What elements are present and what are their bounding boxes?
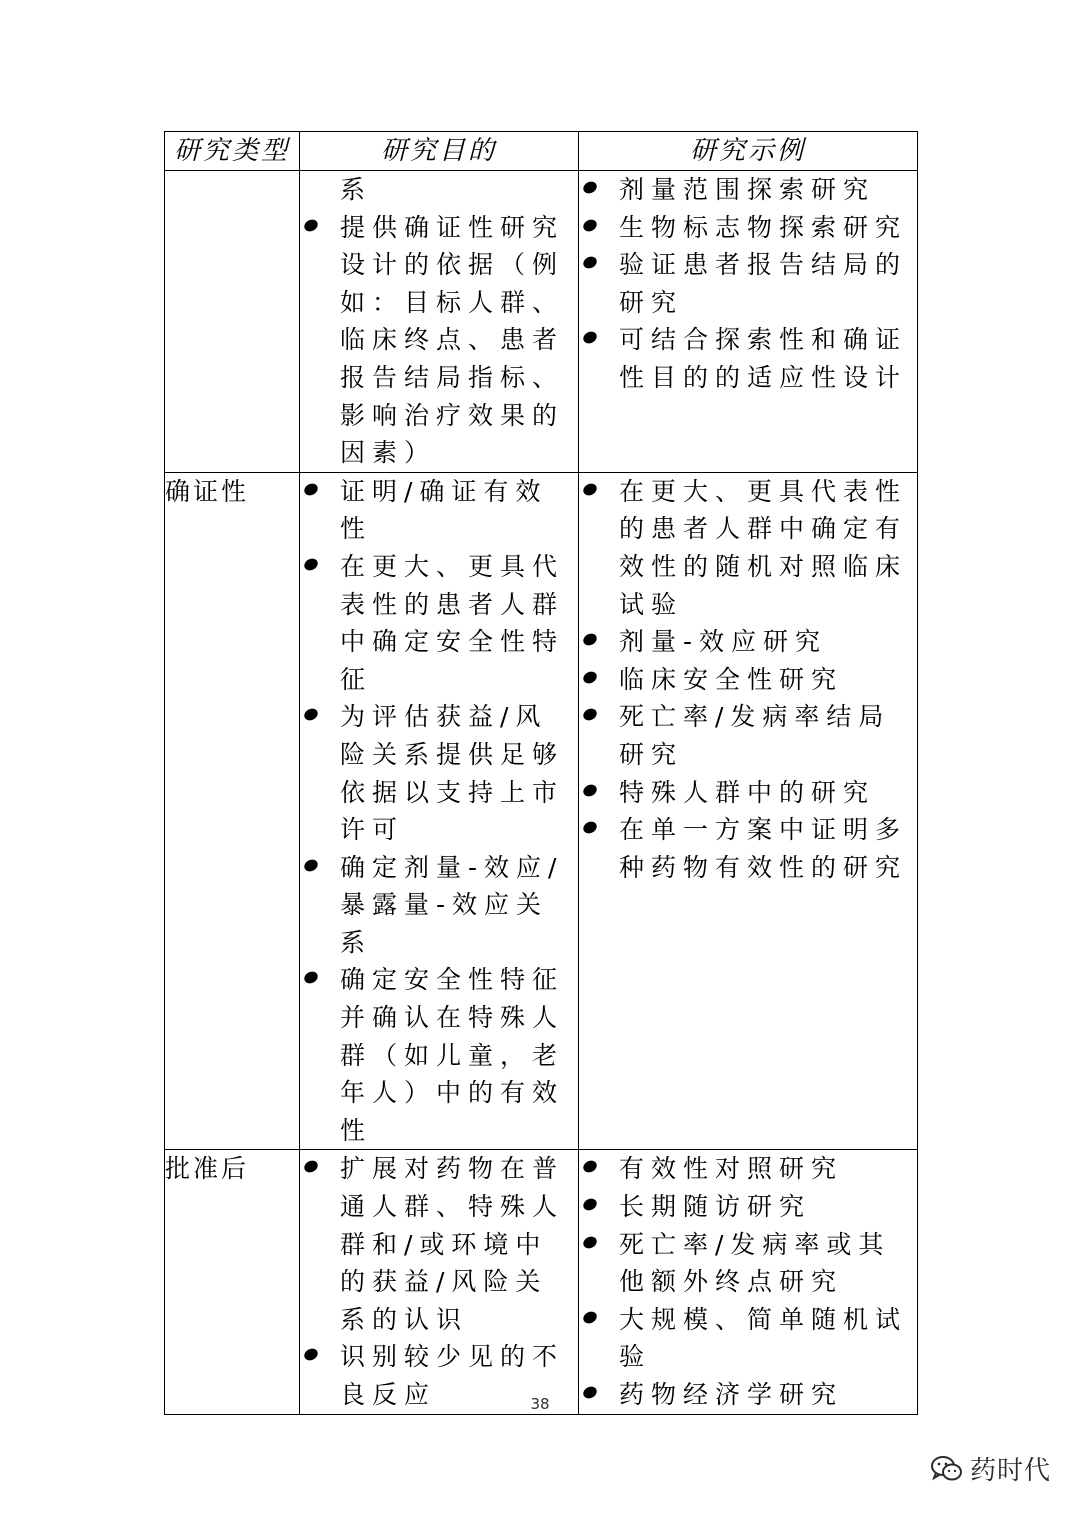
bullet-icon [581,1196,599,1212]
bullet-icon [302,1159,320,1175]
table-row [165,1150,918,1414]
list-item: 药物经济学研究 [579,1376,917,1414]
bullet-icon [581,330,599,346]
bullet-icon [302,707,320,723]
table-header-row [165,132,918,171]
header-study-examples: 研究示例 [579,132,918,171]
watermark-text: 药时代 [970,1456,1052,1486]
list-item: 在单一方案中证明多种药物有效性的研究 [579,811,917,886]
table-row [165,171,918,473]
purpose-cell [300,171,579,473]
list-item: 确定安全性特征并确认在特殊人群（如儿童，老年人）中的有效性 [300,961,578,1149]
bullet-icon [581,819,599,835]
watermark [930,1450,1051,1487]
study-type-cell: 确证性 [165,472,300,1150]
bullet-icon [581,255,599,271]
bullet-icon [302,857,320,873]
bullet-icon [302,481,320,497]
list-item: 识别较少见的不良反应 [300,1338,578,1413]
list-item: 临床安全性研究 [579,661,917,699]
list-item: 大规模、简单随机试验 [579,1301,917,1376]
list-item: 死亡率/发病率结局研究 [579,698,917,773]
list-item: 为评估获益/风险关系提供足够依据以支持上市许可 [300,698,578,848]
list-item: 死亡率/发病率或其他额外终点研究 [579,1226,917,1301]
page-number: 38 [530,1395,550,1413]
bullet-icon [302,970,320,986]
purpose-continuation: 系 [340,175,373,204]
examples-cell [579,1150,918,1414]
list-item: 验证患者报告结局的研究 [579,246,917,321]
list-item: 剂量范围探索研究 [579,171,917,209]
bullet-icon [581,1159,599,1175]
bullet-icon [302,1347,320,1363]
table-row [165,472,918,1150]
list-item: 扩展对药物在普通人群、特殊人群和/或环境中的获益/风险关系的认识 [300,1150,578,1338]
bullet-icon [581,1309,599,1325]
purpose-cell [300,1150,579,1414]
bullet-icon [302,217,320,233]
bullet-icon [581,179,599,195]
examples-cell [579,171,918,473]
bullet-icon [302,556,320,572]
purpose-cell [300,472,579,1150]
list-item: 可结合探索性和确证性目的的适应性设计 [579,321,917,396]
list-item: 生物标志物探索研究 [579,209,917,247]
bullet-icon [581,707,599,723]
bullet-icon [581,782,599,798]
list-item: 有效性对照研究 [579,1150,917,1188]
list-item: 确定剂量-效应/暴露量-效应关系 [300,849,578,962]
bullet-icon [581,1234,599,1250]
study-type-table [164,131,918,1415]
list-item: 长期随访研究 [579,1188,917,1226]
list-item: 证明/确证有效性 [300,473,578,548]
examples-cell [579,472,918,1150]
list-item: 特殊人群中的研究 [579,774,917,812]
wechat-icon [930,1455,964,1483]
bullet-icon [581,631,599,647]
header-study-type: 研究类型 [165,132,300,171]
list-item: 提供确证性研究设计的依据（例如：目标人群、临床终点、患者报告结局指标、影响治疗效果的因素） [300,209,578,472]
list-item: 在更大、更具代表性的患者人群中确定有效性的随机对照临床试验 [579,473,917,623]
bullet-icon [581,481,599,497]
bullet-icon [581,217,599,233]
header-study-purpose: 研究目的 [300,132,579,171]
bullet-icon [581,669,599,685]
study-type-cell [165,171,300,473]
study-type-cell: 批准后 [165,1150,300,1414]
list-item: 在更大、更具代表性的患者人群中确定安全性特征 [300,548,578,698]
list-item: 剂量-效应研究 [579,623,917,661]
